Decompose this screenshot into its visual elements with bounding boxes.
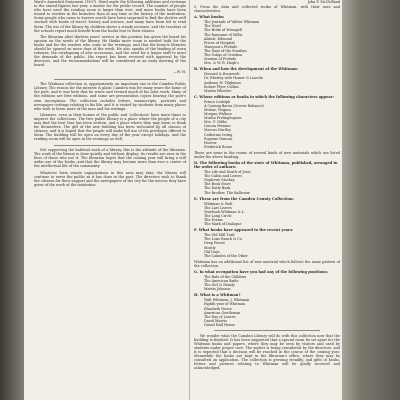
list-item: The Life and Death of Josie — [204, 170, 251, 175]
right-column — [194, 0, 340, 400]
section-d-list — [194, 170, 340, 195]
article-top-paragraph: Ward's Amended Statement (1907). Ward made the following additions and revisions to the stated figures last year, a matter for the public record. The number of people who have used the reading room is larger than ever, and more books have been issued to readers in the branches than at any time in the history of the institution. Some people who came to borrow novels have been surprised to find the shelves well stocked with books of travel, history and science, and many have been led to read them. The use of the library by children shows a steady increase, and the teachers of the schools report much benefit from the books lent to their classes. — [34, 0, 186, 33]
list-item: Marcus Hartley — [204, 128, 231, 133]
section-h-list — [194, 298, 340, 327]
list-item: Mostly — [204, 245, 216, 250]
list-item: The Early Book — [204, 186, 231, 191]
list-item: Dr. Eberley with Homer & Lincoln — [204, 76, 263, 81]
article-separator — [54, 79, 166, 80]
list-item: Walt Whitman, J. Whitman — [204, 298, 250, 303]
list-item: Mrs. & W. R. Hugh's — [204, 61, 240, 66]
list-item: Whitman & Walt — [204, 201, 233, 206]
section-f-heading: F. What books have appeared in the recent years: — [194, 228, 294, 233]
list-item: Muslin Frelinghuysen — [204, 116, 242, 121]
list-item: The Long Circle — [204, 213, 232, 218]
section-f-list — [194, 233, 340, 258]
list-item: Abbott, Edmond — [204, 36, 232, 41]
list-item: The Book Store — [204, 182, 231, 187]
section-b-list — [194, 72, 340, 92]
whitman-collection-paragraph: The Whitman collection is, appropriately, an important one in the Camden Public Library. The reason for the interest is plain: Camden was for many years the home of the poet, and it was here that he wrote and revised much of his later work. Many of the editions are first editions, and some are presentation copies bearing the poet's own inscriptions. The collection includes letters, manuscripts, portraits and newspaper cuttings relating to his life, and it is visited by students from many places who wish to learn more of the man and his writings. — [34, 82, 186, 111]
list-item: Lenora Fermini — [204, 124, 231, 129]
list-item: The Poems — [204, 218, 223, 223]
list-item: The Camden of the Other — [204, 253, 248, 258]
signature: —W. H. — [173, 69, 186, 74]
list-item: The Days of the Stanleys — [204, 48, 247, 53]
list-item: Anthony W. Tilghman — [204, 80, 241, 85]
list-item: The Word — [204, 24, 221, 29]
list-item: Martin Wheeler — [204, 88, 232, 93]
list-item: Prince Ludolph — [204, 99, 231, 104]
list-item: The Mark of Dialogue — [204, 222, 242, 227]
bottom-paragraph: Not supporting the habitual work of a library, this is the attitude of the librarian. The work of the library is done quietly and without display; its results are seen in the lives of those who use it. The librarian hopes that the coming year will bring a still wider use of the books, and that the library may become more than ever a centre of the intellectual life of the community. — [34, 148, 186, 169]
list-item: Martin Johnson — [204, 287, 231, 292]
list-item: The Ransome of Willis — [204, 32, 243, 37]
list-item: Deep Forest — [204, 241, 225, 246]
list-item: Tennyson's Prelude — [204, 44, 238, 49]
carnegie-paragraph: Libraries, even in their homes of the public and 'collections' have more times to improve the collections. The free public library is a place where the people of a city may find the best that has been written, and a place where they may learn to think for themselves. The gift of the new building has been welcomed by all classes of citizens, and it is hoped that the people will make full use of the privileges offered to them. The building will be open on every day of the year except holidays, and the reading room will be open in the evenings as well. — [34, 112, 186, 142]
list-item: David Martin — [204, 318, 227, 323]
scan-left-shadow — [0, 0, 26, 400]
paragraph-g: Whitman has an additional list of new material which follows the same pattern of the collection. — [194, 259, 340, 268]
section-d-heading: D. The following books of the state of Whitman, published, arranged in the order of authors: — [194, 161, 338, 170]
list-item: Yearbook Whitman & L. — [204, 209, 246, 214]
list-item: American Gentleman — [204, 310, 241, 315]
list-item: The Brother, The Ballroom — [204, 190, 250, 195]
article-separator — [214, 330, 320, 331]
list-item: Hoover — [204, 140, 217, 145]
list-item: Nephewe Mackey — [204, 178, 235, 183]
section-g-list — [194, 275, 340, 291]
paragraph-d: These are some in the rooms of several kinds of new materials which are listed under the above heading. — [194, 150, 340, 159]
header-line: John F. McClelland — [307, 0, 340, 4]
list-item: The Cabin and Leaves — [204, 174, 243, 179]
column-divider — [189, 0, 190, 400]
list-item: Catherine Irving — [204, 132, 233, 137]
left-column — [34, 0, 186, 400]
section-a-heading: A. What books: — [194, 15, 225, 20]
section-c-heading: C. Whose editions or books in which the following characters appear: — [194, 94, 334, 99]
list-item: The Rule of the Children — [204, 274, 247, 279]
list-item: The Lone Ranch & Co. — [204, 237, 243, 242]
list-item: Old Days — [204, 249, 220, 254]
list-item: Frederick Rouse — [204, 144, 233, 149]
list-item: Eighth year of Whitman — [204, 302, 246, 307]
list-item: The Last Leaves — [204, 205, 232, 210]
list-item: Grand Hall House — [204, 322, 235, 327]
list-item: The American Bride — [204, 279, 239, 284]
list-item: Eugenie Duncan — [204, 136, 233, 141]
list-item: The Day of Leaves — [204, 314, 236, 319]
list-item: Morgan Wallace — [204, 112, 232, 117]
final-paragraph: Whatever form senate organizations in this area may take, the library will continue to serve the public as it has done in the past. The directors wish to thank the citizens for their support and the newspapers of the city for the notices they have given of the work of the institution. — [34, 170, 186, 187]
section-b-heading: B. When and how the development of the Whitman: — [194, 67, 299, 72]
list-item: Elizabeth Nurse — [204, 306, 232, 311]
section-e-heading: E. These are from the Camden County Collection: — [194, 196, 294, 201]
list-item: The Old Mill Trail — [204, 233, 235, 238]
header-paragraph: 5. From the data and collected works of Whitman, with their uses and characteristics. — [194, 5, 340, 14]
list-item: Mrs. F. Gibbs — [204, 120, 227, 125]
section-g-heading: G. In what occupation have you had any of the following positions: — [194, 269, 328, 274]
list-item: Prices of Hospital — [204, 40, 235, 45]
list-item: The Songs of Creation — [204, 53, 243, 58]
list-item: The Girl & Family — [204, 283, 235, 288]
list-item: Robert Flyer Collins — [204, 84, 239, 89]
section-e-list — [194, 202, 340, 227]
page-right-edge — [342, 0, 400, 400]
list-item: The Journals of Walter Whitman — [204, 20, 260, 25]
list-item: The Bride of Wrangell — [204, 28, 242, 33]
section-c-list — [194, 100, 340, 149]
section-a-list — [194, 20, 340, 65]
list-item: A Coming Baron (Grover Reliance) — [204, 103, 264, 108]
article-separator — [54, 145, 166, 146]
list-item: Stanton of Prelude — [204, 57, 237, 62]
section-h-heading: H. What is a Whitman? — [194, 293, 241, 298]
closing-paragraph: We wonder what the Camden Library will do with this collection now that the building is finished. It has been suggested that a special room be set apart for the Whitman books and papers, where they may be seen by visitors and used by students under proper care. The matter is being considered by the directors, and it is expected that a decision will be reached in the course of the coming year. Meanwhile the books are kept in the librarian's office, where they may be consulted on application. The collection is growing steadily, and gifts of books, letters and pictures relating to Whitman will be gladly received and acknowledged. — [194, 333, 340, 371]
list-item: Mohne, Virgina — [204, 107, 231, 112]
list-item: Howard & Roosevelt — [204, 72, 240, 77]
article-mid-paragraph: The librarian after thirteen years' service in this position has given the board his opinion on the needs of the library. He thinks more room is needed both for the books and for the readers who come in the evenings, and that the branch libraries should be opened on more days of the week. He also speaks of the binding of worn volumes, the cataloguing of new accessions, and the need for a larger staff to meet the demands of the public. His report has been received with approval by the directors, and the recommendations will be considered at an early meeting of the board. — [34, 34, 186, 68]
